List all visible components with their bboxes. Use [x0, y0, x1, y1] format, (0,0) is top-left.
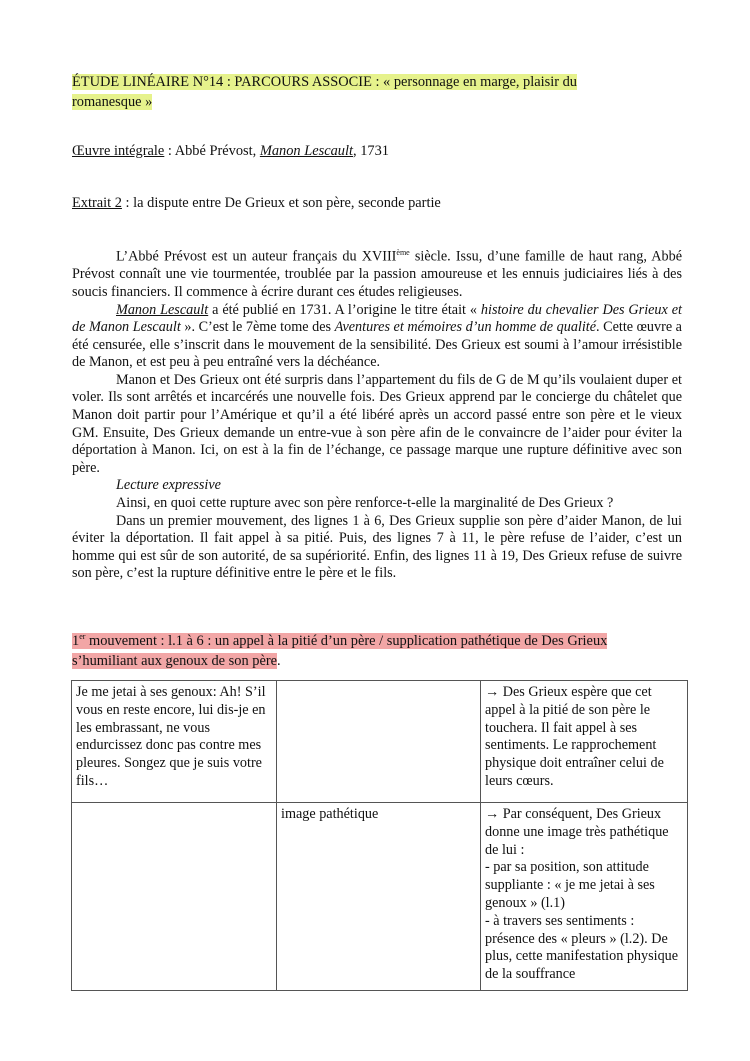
- analysis-text: - par sa position, son attitude suppliante : « je me jetai à ses genoux » (l.1): [485, 859, 655, 911]
- quote-text: Je me jetai à ses genoux: Ah! S’il vous en reste encore, lui dis-je en les embrassant, ne vous endurcissez donc pas contre mes pleures. Songez que je suis votre fils…: [76, 684, 266, 789]
- analysis-cell: [481, 681, 688, 803]
- lecture-expressive: Lecture expressive: [116, 477, 221, 494]
- oeuvre-title: Manon Lescault: [259, 143, 353, 159]
- extrait-label: Extrait 2: [72, 195, 122, 211]
- intro-paragraph-author: [72, 244, 682, 302]
- movement-sup: er: [79, 632, 86, 641]
- movement-line-2-end: .: [277, 652, 281, 669]
- intro-p1-sup: ème: [396, 248, 410, 257]
- oeuvre-label: Œuvre intégrale: [72, 143, 165, 159]
- intro-p1-a: L’Abbé Prévost est un auteur français du XVIII: [116, 248, 397, 265]
- introduction: [72, 244, 682, 583]
- intro-p2-series: Aventures et mémoires d’un homme de qualité: [334, 319, 597, 336]
- movement-line1-text: mouvement : l.1 à 6 : un appel à la pitié d’un père / supplication pathétique de Des Grieux: [85, 632, 608, 649]
- intro-paragraph-context: Manon et Des Grieux ont été surpris dans l’appartement du fils de G de M qu’ils voulaient duper et voler. Ils sont arrêtés et incarcérés une nouvelle fois. Des Grieux apprend par le concierge du châtelet que Manon doit partir pour l’Amérique et qu’il a été libéré après un accord passé entre son père et le vieux GM. Ensuite, Des Grieux demande un entre-vue à son père afin de le convaincre de l’aider pour éviter la déportation à Manon. Ici, on est à la fin de l’échange, ce passage marque une rupture définitive avec son père.: [72, 371, 682, 476]
- table-row: [72, 803, 688, 991]
- title-line-1: ÉTUDE LINÉAIRE N°14 : PARCOURS ASSOCIE : « personnage en marge, plaisir du: [72, 74, 577, 90]
- intro-paragraph-work: [72, 302, 682, 372]
- movement-num: 1: [72, 632, 80, 649]
- device-cell: [277, 803, 481, 991]
- title-line-2: romanesque »: [72, 94, 153, 110]
- analysis-text: → Par conséquent, Des Grieux donne une image très pathétique de lui :: [485, 806, 669, 858]
- quote-cell: [72, 803, 277, 991]
- device-cell: [277, 681, 481, 803]
- problematique: Ainsi, en quoi cette rupture avec son père renforce-t-elle la marginalité de Des Grieux ?: [116, 495, 614, 512]
- plan-paragraph: Dans un premier mouvement, des lignes 1 à 6, Des Grieux supplie son père d’aider Manon, de lui éviter la déportation. Il fait appel à sa pitié. Puis, des lignes 7 à 11, le père refuse de l’aider, c’est un homme qui est sûr de son autorité, de sa supériorité. Enfin, des lignes 11 à 19, Des Grieux refuse de suivre son père, c’est la rupture définitive entre le père et le fils.: [72, 512, 682, 582]
- analysis-cell: [481, 803, 688, 991]
- intro-p2-c: . Cette œuvre a été censurée, elle s’inscrit dans le mouvement de la sensibilité. Des Grieux est soumi à l’amour irrésistible de Manon, et est peu à peu entraîné vers la déchéance.: [72, 319, 682, 371]
- movement-heading: [72, 627, 672, 671]
- quote-cell: [72, 681, 277, 803]
- oeuvre-line: [72, 143, 389, 160]
- extrait-line: [72, 195, 441, 212]
- intro-p2-orig-title: histoire du chevalier Des Grieux et de Manon Lescault: [72, 301, 682, 336]
- table-row: [72, 681, 688, 803]
- oeuvre-sep: : Abbé Prévost,: [164, 143, 260, 159]
- intro-p2-title: Manon Lescault: [116, 301, 209, 318]
- intro-p1-b: siècle. Issu, d’une famille de haut rang, Abbé Prévost connaît une vie tourmentée, troublée par la passion amoureuse et les ennuis judiciaires liés à des soucis financiers. Il commence à écrire durant ces études religieuses.: [72, 248, 682, 300]
- extrait-text: : la dispute entre De Grieux et son père, seconde partie: [121, 195, 441, 211]
- device-text: image pathétique: [281, 806, 379, 822]
- movement-line-1: [72, 633, 607, 649]
- document-title: [72, 72, 672, 112]
- intro-p2-b: ». C’est le 7ème tome des: [180, 319, 335, 336]
- intro-p2-a: a été publié en 1731. A l’origine le titre était «: [208, 301, 481, 318]
- analysis-text: - à travers ses sentiments : présence des « pleurs » (l.2). De plus, cette manifestation physique de la souffrance: [485, 912, 679, 983]
- analysis-text: → Des Grieux espère que cet appel à la pitié de son père le touchera. Il fait appel à ses sentiments. Le rapprochement physique doit entraîner celui de leurs cœurs.: [485, 684, 664, 789]
- analysis-table: [71, 680, 688, 991]
- movement-line-2: s’humiliant aux genoux de son père: [72, 652, 278, 669]
- oeuvre-year: , 1731: [353, 143, 389, 159]
